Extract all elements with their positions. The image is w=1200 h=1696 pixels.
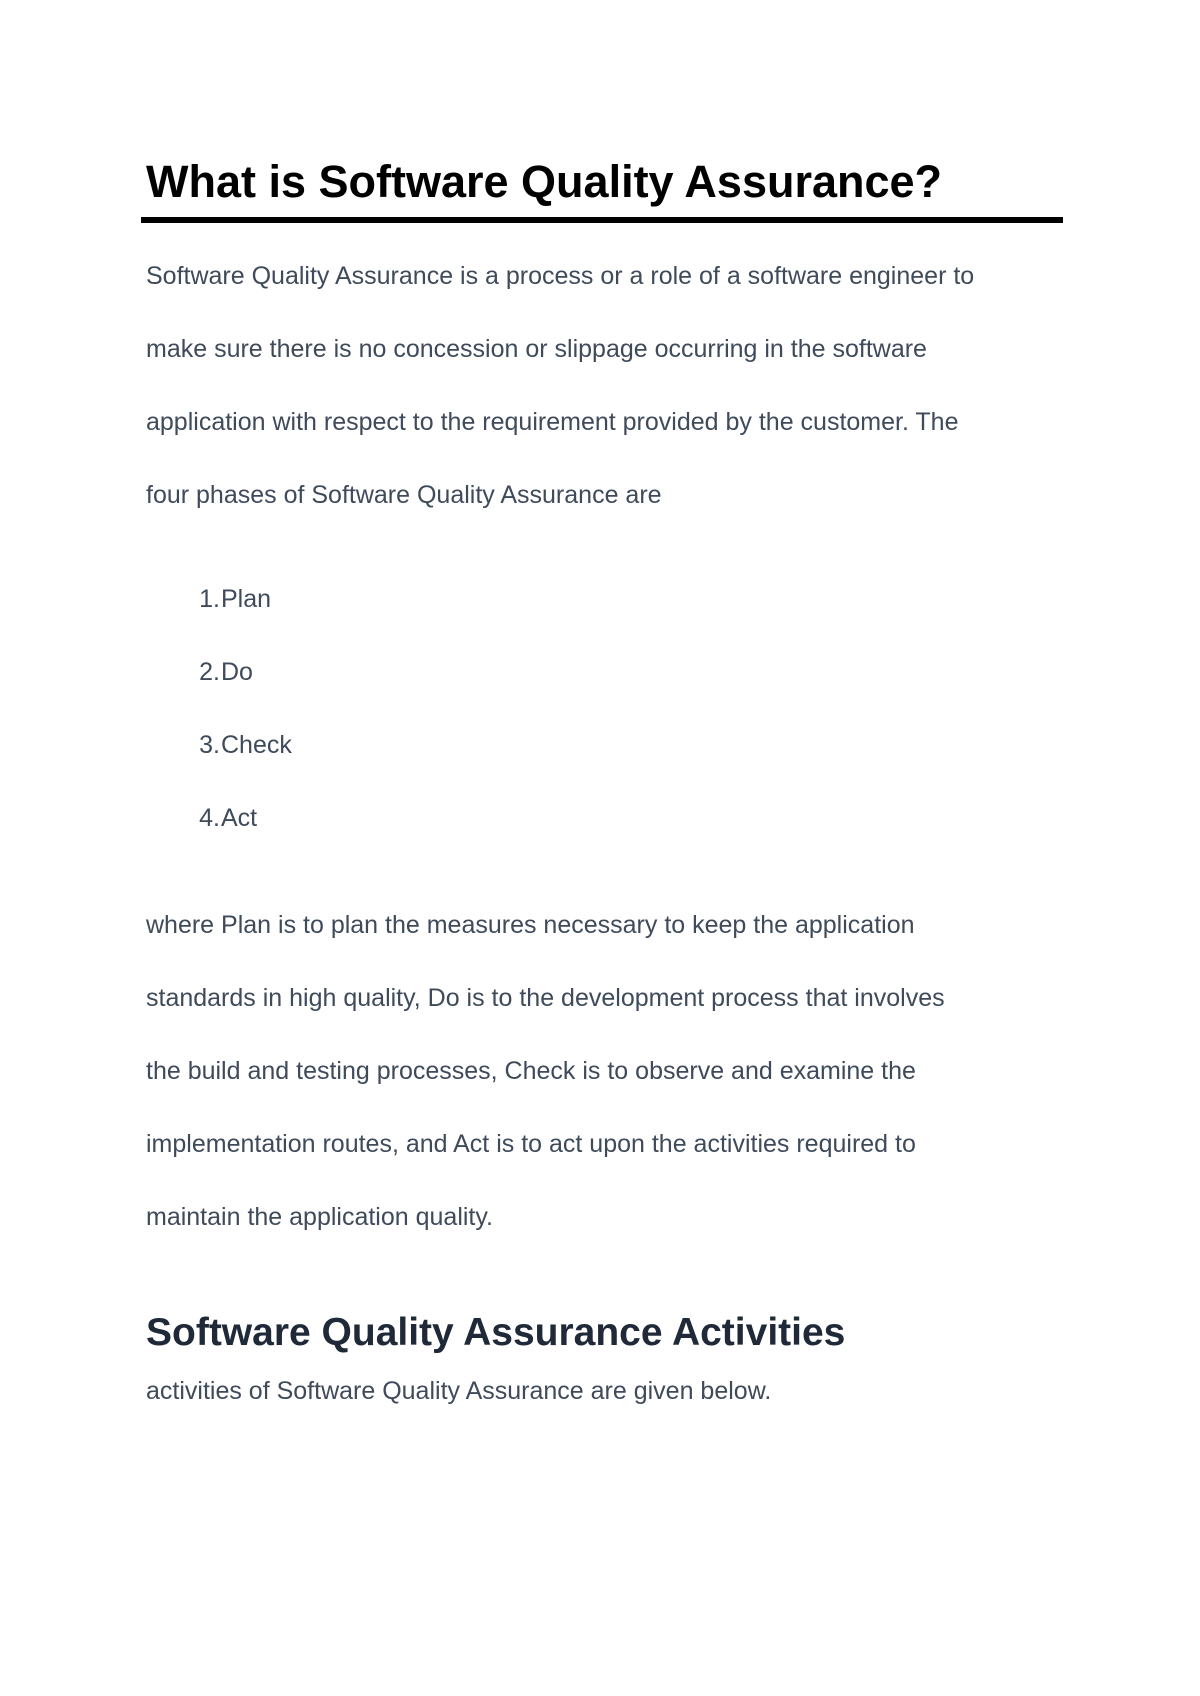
explanation-line: the build and testing processes, Check is to observe and examine the [146, 1057, 916, 1085]
list-number: 3. [199, 731, 220, 759]
page-title: What is Software Quality Assurance? [146, 156, 943, 207]
intro-line: four phases of Software Quality Assurance are [146, 481, 662, 509]
list-label: Plan [221, 585, 272, 613]
intro-line: make sure there is no concession or slippage occurring in the software [146, 335, 927, 363]
phases-list [146, 563, 292, 855]
list-item [146, 636, 292, 709]
list-number: 4. [199, 804, 220, 832]
intro-paragraph [146, 240, 974, 532]
list-label: Do [221, 658, 253, 686]
list-number: 1. [199, 585, 220, 613]
explanation-line: implementation routes, and Act is to act upon the activities required to [146, 1130, 916, 1158]
list-number: 2. [199, 658, 220, 686]
list-item [146, 709, 292, 782]
list-label: Check [221, 731, 292, 759]
explanation-line: where Plan is to plan the measures necessary to keep the application [146, 911, 915, 939]
list-label: Act [221, 804, 258, 832]
section-heading: Software Quality Assurance Activities [146, 1311, 846, 1354]
section-text: activities of Software Quality Assurance are given below. [146, 1377, 772, 1405]
intro-line: application with respect to the requirement provided by the customer. The [146, 408, 959, 436]
list-item [146, 563, 292, 636]
explanation-line: maintain the application quality. [146, 1203, 493, 1231]
intro-line: Software Quality Assurance is a process or a role of a software engineer to [146, 262, 975, 290]
list-item [146, 782, 292, 855]
title-underline [141, 217, 1063, 223]
explanation-paragraph [146, 889, 945, 1254]
explanation-line: standards in high quality, Do is to the development process that involves [146, 984, 945, 1012]
